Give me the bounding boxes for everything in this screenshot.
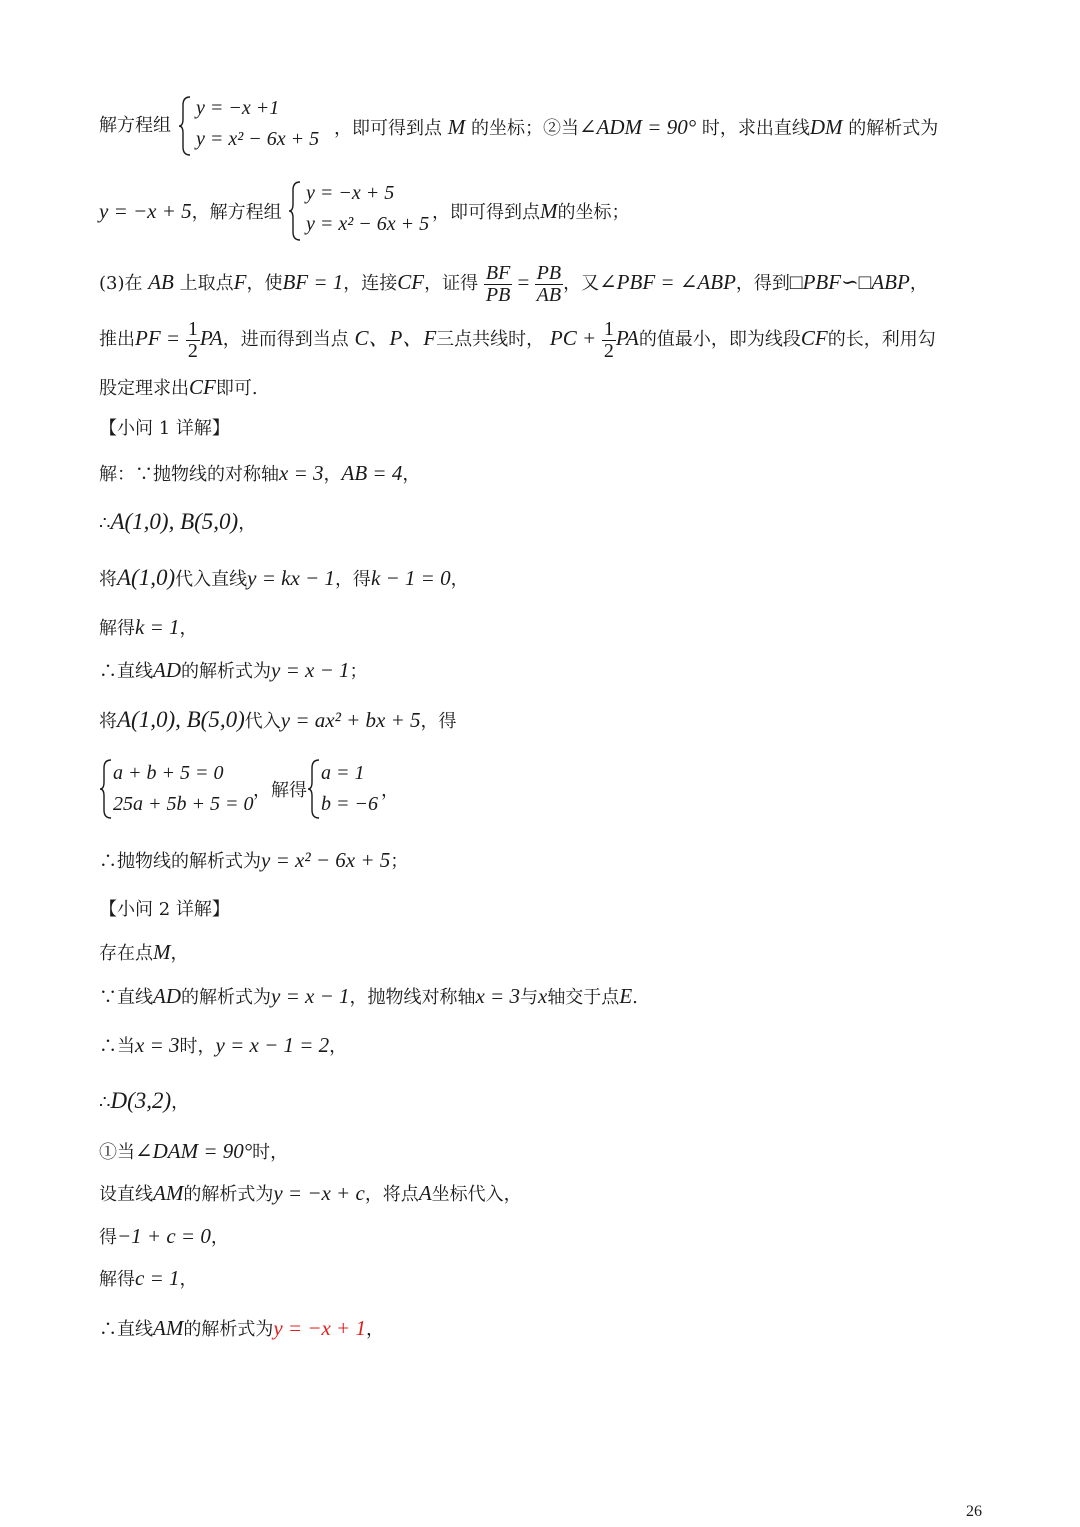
math: PA — [615, 326, 639, 350]
fraction — [186, 319, 200, 362]
text: ∴ — [99, 1092, 111, 1113]
text: 解：∵抛物线的对称轴 — [99, 464, 279, 485]
equation: y = −x +1 — [196, 97, 280, 119]
equation: y = x² − 6x + 5 — [306, 213, 430, 235]
text: 的值最小，即为线段 — [638, 329, 801, 350]
equation: a + b + 5 = 0 — [113, 762, 224, 784]
text: 代入直线 — [175, 569, 248, 590]
text: 存在点 — [99, 943, 153, 964]
brace-icon — [288, 180, 302, 242]
math: −1 + c = 0 — [117, 1224, 211, 1248]
text: ∴当 — [99, 1036, 135, 1057]
text: ①当 — [99, 1142, 135, 1163]
solution-line — [99, 942, 189, 963]
math: D(3,2) — [110, 1088, 172, 1113]
equation: 25a + 5b + 5 = 0 — [113, 793, 254, 815]
section-heading-1: 【小问 1 详解】 — [99, 418, 230, 439]
text: 与 — [519, 987, 538, 1008]
text: 坐标代入， — [431, 1184, 522, 1205]
text: 解方程组 — [99, 115, 171, 136]
equation: y = x² − 6x + 5 — [196, 128, 320, 150]
text: 将 — [99, 569, 117, 590]
solution-line — [99, 463, 420, 484]
text: ，得 — [420, 711, 457, 732]
text: ， — [329, 1036, 348, 1057]
math: PC + — [549, 326, 597, 350]
text: ，又 — [563, 273, 600, 294]
solution-line — [99, 660, 367, 681]
solution-line — [99, 708, 457, 731]
math: A(1,0), B(5,0) — [110, 509, 239, 534]
highlighted-equation: y = −x + 1 — [273, 1316, 366, 1340]
text: ， — [402, 464, 421, 485]
text: 的解析式为 — [181, 661, 271, 682]
math: A(1,0), B(5,0) — [117, 707, 245, 732]
text: ∴抛物线的解析式为 — [99, 851, 261, 872]
text: ， — [179, 1269, 198, 1290]
text: 时， — [252, 1142, 289, 1163]
paragraph-line-2 — [99, 201, 282, 222]
text: ，解得 — [253, 780, 307, 801]
math: y = x − 1 — [271, 984, 350, 1008]
paragraph-line-5 — [99, 377, 258, 398]
denominator: PB — [485, 283, 511, 306]
text: 即可. — [215, 378, 258, 399]
math: C、P、F — [354, 326, 437, 350]
text: ， — [365, 1319, 384, 1340]
text: . — [632, 987, 638, 1008]
solution-line — [99, 510, 256, 533]
page-number: 26 — [966, 1503, 982, 1520]
math: x = 3 — [475, 984, 520, 1008]
text: ， — [210, 1227, 229, 1248]
math: □PBF∽□ABP — [789, 270, 910, 294]
math: ∠DAM = 90° — [135, 1139, 253, 1163]
text: 解得 — [99, 1269, 135, 1290]
text: ，将点 — [364, 1184, 419, 1205]
equation: y = −x + 5 — [306, 182, 395, 204]
text: 的解析式为 — [183, 1184, 274, 1205]
solution-line — [99, 1141, 288, 1162]
text: ， — [450, 569, 469, 590]
text: ∵直线 — [99, 987, 153, 1008]
text: ， — [238, 513, 257, 534]
math: A — [418, 1181, 432, 1205]
math: DM — [809, 115, 843, 139]
math: y = x − 1 = 2 — [215, 1033, 330, 1057]
math: y = x − 1 — [271, 658, 350, 682]
solution-line — [99, 566, 469, 589]
text: ，即可得到点 — [432, 202, 540, 223]
text: ， — [171, 1092, 190, 1113]
text: ， — [179, 618, 198, 639]
text: 的解析式为 — [183, 1319, 274, 1340]
text: 上取点 — [179, 273, 234, 294]
math: CF — [189, 375, 216, 399]
fraction — [602, 319, 616, 362]
math: F — [233, 270, 247, 294]
math: AM — [153, 1181, 184, 1205]
text: ，得到 — [735, 273, 790, 294]
text: ，即可得到点 — [334, 118, 442, 139]
text: 股定理求出 — [99, 378, 189, 399]
denominator: AB — [536, 283, 562, 306]
math: AM — [153, 1316, 184, 1340]
text: ，进而得到当点 — [222, 329, 349, 350]
math: c = 1 — [135, 1266, 180, 1290]
equation: a = 1 — [321, 762, 365, 784]
math: M — [447, 115, 466, 139]
math: AD — [153, 984, 181, 1008]
numerator: 1 — [187, 317, 198, 340]
math: x — [537, 984, 548, 1008]
math: AD — [153, 658, 181, 682]
math: AB — [148, 270, 174, 294]
denominator: 2 — [187, 339, 198, 362]
text: ， — [381, 780, 399, 801]
paragraph-line-1b — [334, 117, 938, 138]
text: 得 — [99, 1227, 117, 1248]
text: 的解析式为 — [181, 987, 271, 1008]
fraction — [535, 263, 563, 306]
paragraph-line-1 — [99, 117, 171, 135]
text: ； — [349, 661, 368, 682]
math: x = 3 — [135, 1033, 180, 1057]
math: BF = 1 — [282, 270, 344, 294]
text: ，得 — [334, 569, 371, 590]
text: 时，求出直线 — [701, 118, 810, 139]
solution-line — [99, 1089, 189, 1112]
math: y = −x + 5 — [99, 199, 192, 223]
math: A(1,0) — [117, 565, 176, 590]
equation: b = −6 — [321, 793, 378, 815]
text: 解得 — [99, 618, 135, 639]
solution-line — [99, 1268, 198, 1289]
math: E — [619, 984, 633, 1008]
text: 时， — [179, 1036, 216, 1057]
text: 的长，利用勾 — [827, 329, 936, 350]
math: x = 3 — [279, 461, 324, 485]
text: ，连接 — [343, 273, 398, 294]
numerator: BF — [485, 261, 511, 284]
solution-line — [99, 1318, 384, 1339]
text: 推出 — [99, 329, 135, 350]
math: PA — [199, 326, 223, 350]
brace-icon — [307, 758, 321, 820]
solution-line — [99, 850, 408, 871]
text: ∴直线 — [99, 1319, 153, 1340]
solution-line — [99, 986, 638, 1007]
text: ， — [909, 273, 928, 294]
denominator: 2 — [603, 339, 614, 362]
solution-line — [99, 617, 198, 638]
math: M — [540, 199, 558, 223]
text: ； — [390, 851, 409, 872]
paragraph-line-4 — [99, 313, 936, 365]
math: k = 1 — [135, 615, 180, 639]
text: 设直线 — [99, 1184, 153, 1205]
text: 的坐标；②当 — [470, 118, 579, 139]
equation-system-3 — [99, 758, 269, 820]
math: y = ax² + bx + 5 — [280, 708, 421, 732]
math: ∠ADM = 90° — [578, 115, 697, 139]
text: 轴交于点 — [547, 987, 620, 1008]
brace-icon — [99, 758, 113, 820]
text: ，使 — [246, 273, 283, 294]
numerator: PB — [536, 261, 562, 284]
solution-line — [99, 1035, 347, 1056]
paragraph-line-3: (3)在 AB 上取点F，使BF = 1，连接CF，证得 $\frac{BF}{PB}$ = $\frac{PB}{AB}$ ，又∠PBF = ∠ABP，得到□PBF∽□ABP， — [99, 261, 928, 306]
math: M — [153, 940, 171, 964]
text: ∴直线 — [99, 661, 153, 682]
text: ∴ — [99, 513, 111, 534]
math: CF — [800, 326, 828, 350]
math: CF — [397, 270, 425, 294]
text: ，抛物线对称轴 — [349, 987, 476, 1008]
text: 将 — [99, 711, 117, 732]
solution-line — [99, 1183, 522, 1204]
fraction — [484, 263, 512, 306]
equation-system-2 — [288, 180, 448, 242]
section-heading-2: 【小问 2 详解】 — [99, 899, 230, 920]
text: 的解析式为 — [848, 118, 939, 139]
text: (3)在 — [99, 273, 143, 294]
text: 三点共线时， — [436, 329, 545, 350]
math: y = −x + c — [273, 1181, 365, 1205]
math: PF = — [135, 326, 181, 350]
solution-line — [99, 1226, 229, 1247]
paragraph-line-2b — [432, 201, 630, 222]
numerator: 1 — [603, 317, 614, 340]
text: ， — [323, 464, 342, 485]
text: ，证得 — [424, 273, 479, 294]
text: 的坐标； — [557, 202, 630, 223]
brace-icon — [178, 95, 192, 157]
text: 代入 — [244, 711, 281, 732]
math: k − 1 = 0 — [370, 566, 451, 590]
text: ，解方程组 — [191, 202, 282, 223]
math: AB = 4 — [341, 461, 403, 485]
math: y = x² − 6x + 5 — [261, 848, 391, 872]
math: ∠PBF = ∠ABP — [599, 270, 736, 294]
math: y = kx − 1 — [247, 566, 335, 590]
text: ， — [170, 943, 189, 964]
equation-system-1 — [178, 95, 338, 157]
